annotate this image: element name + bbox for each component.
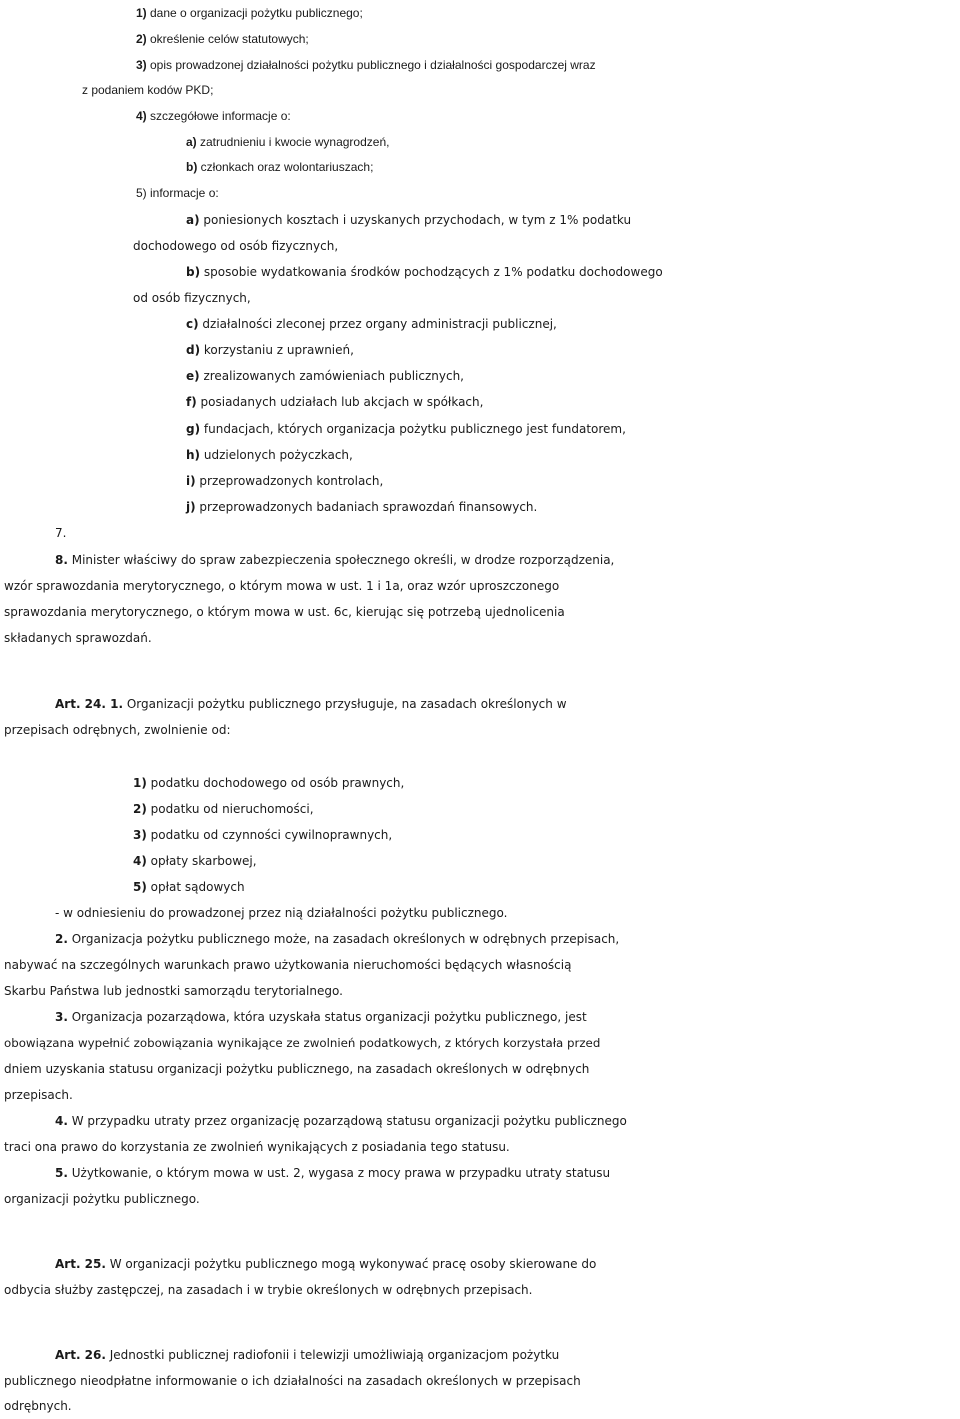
paragraph-line: 3. Organizacja pozarządowa, która uzyskała status organizacji pożytku publicznego, jest xyxy=(55,1010,587,1024)
list-item: 3) opis prowadzonej działalności pożytku publicznego i działalności gospodarczej wraz xyxy=(136,58,596,72)
paragraph-line: 8. Minister właściwy do spraw zabezpieczenia społecznego określi, w drodze rozporządzenia, xyxy=(55,553,615,567)
paragraph-line: odrębnych. xyxy=(4,1399,72,1413)
list-subitem: i) przeprowadzonych kontrolach, xyxy=(186,474,384,488)
section-number: 7. xyxy=(55,526,67,540)
paragraph-line: 5. Użytkowanie, o którym mowa w ust. 2, wygasa z mocy prawa w przypadku utraty statusu xyxy=(55,1166,611,1180)
list-item: 4) opłaty skarbowej, xyxy=(133,854,257,868)
list-subitem: g) fundacjach, których organizacja pożytku publicznego jest fundatorem, xyxy=(186,422,626,436)
paragraph-line: 2. Organizacja pożytku publicznego może, na zasadach określonych w odrębnych przepisach, xyxy=(55,932,620,946)
list-subitem: c) działalności zleconej przez organy administracji publicznej, xyxy=(186,317,557,331)
paragraph-line: publicznego nieodpłatne informowanie o ich działalności na zasadach określonych w przepisach xyxy=(4,1374,581,1388)
paragraph-line: Skarbu Państwa lub jednostki samorządu terytorialnego. xyxy=(4,984,343,998)
list-subitem: h) udzielonych pożyczkach, xyxy=(186,448,353,462)
list-item: 3) podatku od czynności cywilnoprawnych, xyxy=(133,828,393,842)
list-item: 1) dane o organizacji pożytku publicznego; xyxy=(136,6,363,20)
list-subitem: d) korzystaniu z uprawnień, xyxy=(186,343,354,357)
paragraph-line: obowiązana wypełnić zobowiązania wynikające ze zwolnień podatkowych, z których korzystała przed xyxy=(4,1036,601,1050)
paragraph-line: nabywać na szczególnych warunkach prawo użytkowania nieruchomości będących własnością xyxy=(4,958,572,972)
list-item: 2) określenie celów statutowych; xyxy=(136,32,309,46)
list-item: 2) podatku od nieruchomości, xyxy=(133,802,314,816)
list-subitem: b) sposobie wydatkowania środków pochodzących z 1% podatku dochodowego xyxy=(186,265,663,279)
list-item: 4) szczegółowe informacje o: xyxy=(136,109,291,123)
list-subitem: f) posiadanych udziałach lub akcjach w spółkach, xyxy=(186,395,484,409)
list-item: 1) podatku dochodowego od osób prawnych, xyxy=(133,776,405,790)
paragraph-line: wzór sprawozdania merytorycznego, o którym mowa w ust. 1 i 1a, oraz wzór uproszczonego xyxy=(4,579,560,593)
list-subitem: b) członkach oraz wolontariuszach; xyxy=(186,160,374,174)
paragraph-line: 4. W przypadku utraty przez organizację pozarządową statusu organizacji pożytku publicznego xyxy=(55,1114,627,1128)
list-subitem-continuation: od osób fizycznych, xyxy=(133,291,251,305)
paragraph-line: odbycia służby zastępczej, na zasadach i w trybie określonych w odrębnych przepisach. xyxy=(4,1283,533,1297)
paragraph-line: organizacji pożytku publicznego. xyxy=(4,1192,200,1206)
article-heading-line: Art. 24. 1. Organizacji pożytku publicznego przysługuje, na zasadach określonych w xyxy=(55,697,567,711)
paragraph-line: traci ona prawo do korzystania ze zwolnień wynikających z posiadania tego statusu. xyxy=(4,1140,510,1154)
article-heading-line: Art. 26. Jednostki publicznej radiofonii i telewizji umożliwiają organizacjom pożytku xyxy=(55,1348,560,1362)
list-item-continuation: z podaniem kodów PKD; xyxy=(82,83,214,97)
article-heading-line: Art. 25. W organizacji pożytku publicznego mogą wykonywać pracę osoby skierowane do xyxy=(55,1257,597,1271)
list-subitem: e) zrealizowanych zamówieniach publicznych, xyxy=(186,369,464,383)
paragraph-line: - w odniesieniu do prowadzonej przez nią działalności pożytku publicznego. xyxy=(55,906,508,920)
list-subitem: j) przeprowadzonych badaniach sprawozdań finansowych. xyxy=(186,500,538,514)
list-subitem: a) zatrudnieniu i kwocie wynagrodzeń, xyxy=(186,135,390,149)
list-subitem-continuation: dochodowego od osób fizycznych, xyxy=(133,239,339,253)
paragraph-line: przepisach odrębnych, zwolnienie od: xyxy=(4,723,231,737)
list-item: 5) informacje o: xyxy=(136,186,219,200)
list-item: 5) opłat sądowych xyxy=(133,880,245,894)
paragraph-line: składanych sprawozdań. xyxy=(4,631,152,645)
paragraph-line: przepisach. xyxy=(4,1088,73,1102)
list-subitem: a) poniesionych kosztach i uzyskanych przychodach, w tym z 1% podatku xyxy=(186,213,632,227)
paragraph-line: sprawozdania merytorycznego, o którym mowa w ust. 6c, kierując się potrzebą ujednolicenia xyxy=(4,605,565,619)
paragraph-line: dniem uzyskania statusu organizacji pożytku publicznego, na zasadach określonych w odrębnych xyxy=(4,1062,590,1076)
